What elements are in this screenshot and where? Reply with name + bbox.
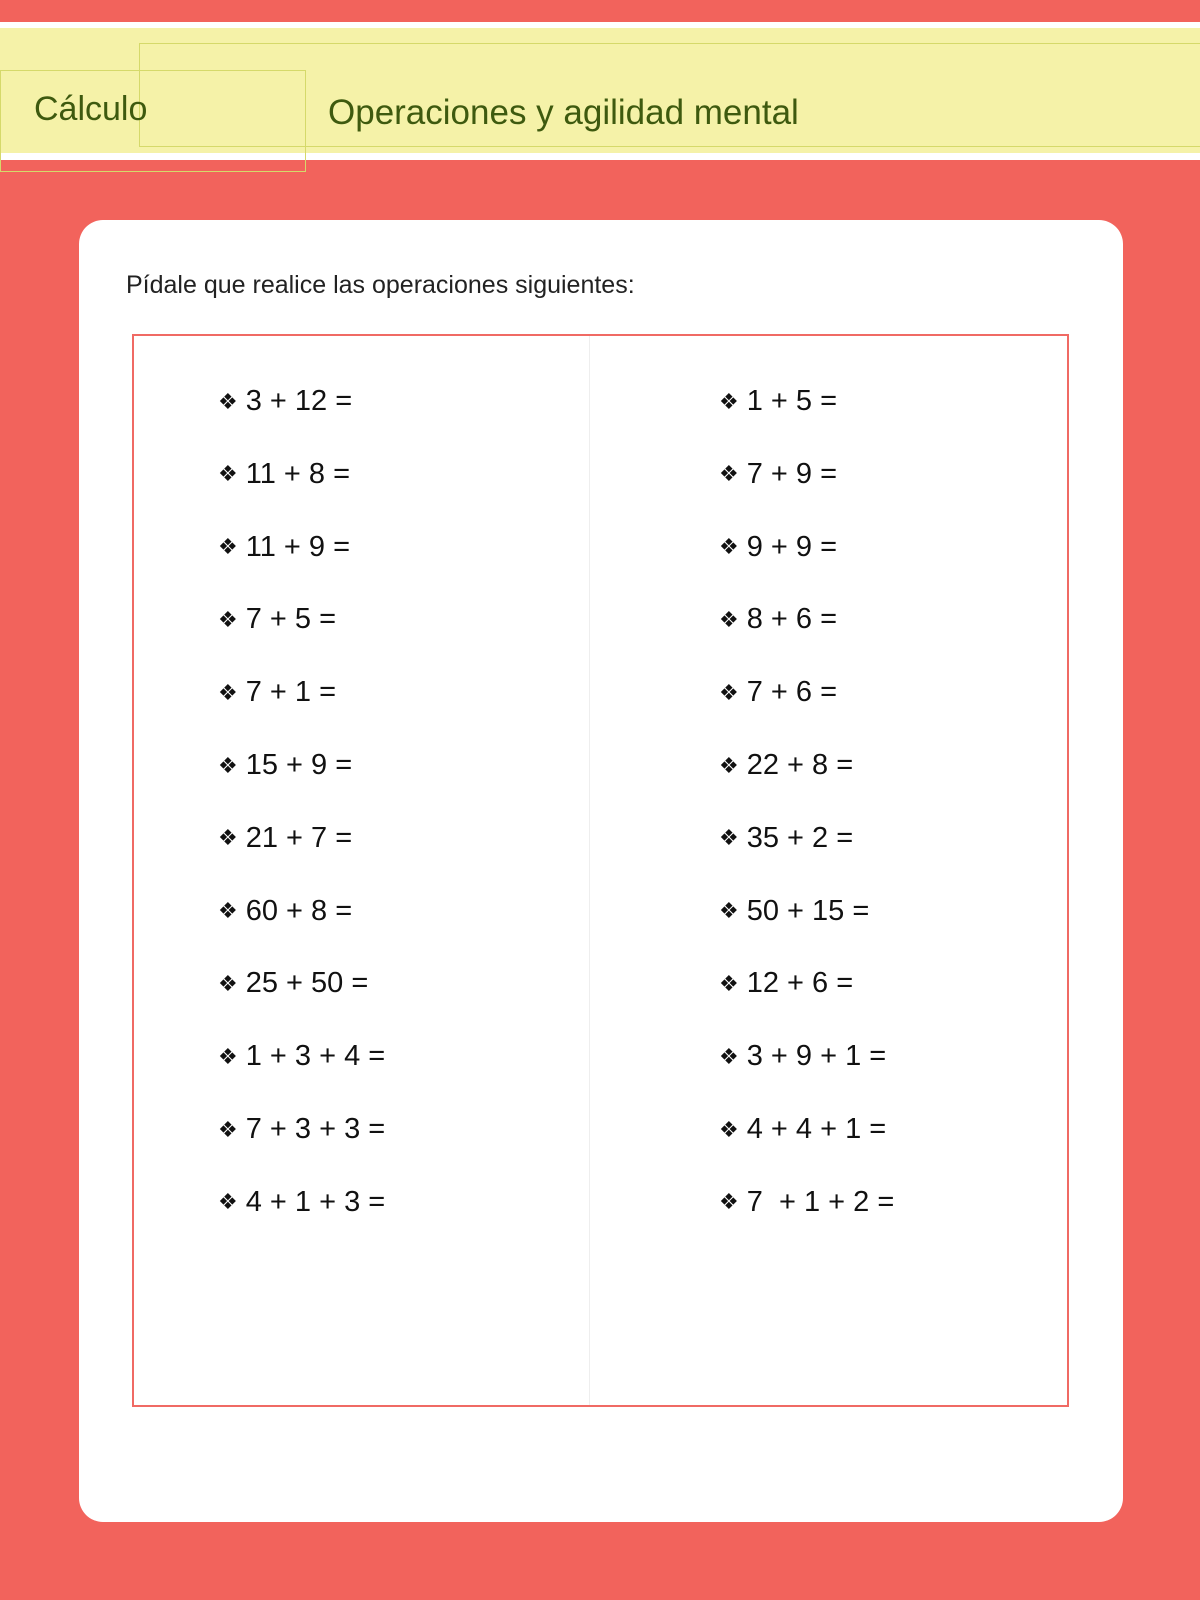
- operation-text: 60 + 8 =: [245, 894, 353, 927]
- four-diamond-bullet-icon: ❖: [719, 606, 739, 632]
- operation-item: [719, 895, 869, 928]
- four-diamond-bullet-icon: ❖: [719, 1043, 739, 1069]
- four-diamond-bullet-icon: ❖: [218, 606, 238, 632]
- operation-item: [218, 749, 352, 782]
- operation-item: [218, 458, 350, 491]
- operation-item: [218, 895, 352, 928]
- operation-text: 11 + 9 =: [245, 530, 351, 563]
- operation-text: 7 + 6 =: [746, 676, 838, 709]
- operation-item: [719, 967, 853, 1000]
- operation-text: 12 + 6 =: [746, 967, 854, 1000]
- operation-text: 3 + 12 =: [245, 385, 353, 417]
- operation-text: 3 + 9 + 1 =: [746, 1040, 887, 1073]
- operation-item: [218, 1040, 385, 1073]
- four-diamond-bullet-icon: ❖: [218, 825, 238, 851]
- four-diamond-bullet-icon: ❖: [719, 752, 739, 778]
- four-diamond-bullet-icon: ❖: [218, 388, 238, 414]
- operation-item: [218, 531, 350, 564]
- column-divider: [589, 336, 590, 1405]
- page-title: Operaciones y agilidad mental: [328, 93, 799, 132]
- four-diamond-bullet-icon: ❖: [719, 970, 739, 996]
- operations-box: [132, 334, 1069, 1407]
- operation-item: [218, 967, 368, 1000]
- operation-text: 7 + 9 =: [746, 457, 838, 490]
- operation-item: [218, 822, 352, 855]
- operation-text: 4 + 4 + 1 =: [746, 1113, 887, 1145]
- four-diamond-bullet-icon: ❖: [218, 1116, 238, 1142]
- four-diamond-bullet-icon: ❖: [719, 679, 739, 705]
- four-diamond-bullet-icon: ❖: [218, 752, 238, 778]
- operation-text: 1 + 3 + 4 =: [245, 1040, 386, 1073]
- section-title: Cálculo: [34, 90, 148, 128]
- operation-text: 8 + 6 =: [746, 603, 838, 636]
- operation-item: [719, 1186, 894, 1219]
- four-diamond-bullet-icon: ❖: [218, 534, 238, 560]
- four-diamond-bullet-icon: ❖: [719, 534, 739, 560]
- operation-item: [719, 1040, 886, 1073]
- operation-text: 4 + 1 + 3 =: [245, 1185, 386, 1218]
- operation-item: [719, 676, 837, 709]
- operation-text: 35 + 2 =: [746, 821, 854, 854]
- operation-item: [719, 749, 853, 782]
- four-diamond-bullet-icon: ❖: [218, 970, 238, 996]
- operation-text: 1 + 5 =: [746, 385, 838, 417]
- four-diamond-bullet-icon: ❖: [719, 461, 739, 487]
- operation-text: 25 + 50 =: [245, 967, 369, 1000]
- operation-text: 15 + 9 =: [245, 749, 353, 781]
- operation-text: 50 + 15 =: [746, 894, 870, 927]
- operation-item: [218, 676, 336, 709]
- operation-text: 22 + 8 =: [746, 749, 854, 781]
- operation-item: [218, 603, 336, 636]
- four-diamond-bullet-icon: ❖: [719, 1189, 739, 1215]
- operation-item: [218, 385, 352, 418]
- operation-text: 7 + 5 =: [245, 603, 337, 636]
- four-diamond-bullet-icon: ❖: [218, 1043, 238, 1069]
- operation-item: [218, 1113, 385, 1146]
- operation-item: [719, 603, 837, 636]
- operation-text: 7 + 1 =: [245, 676, 337, 709]
- four-diamond-bullet-icon: ❖: [218, 679, 238, 705]
- operation-text: 7 + 1 + 2 =: [746, 1185, 895, 1218]
- operation-text: 21 + 7 =: [245, 821, 353, 854]
- operation-item: [719, 1113, 886, 1146]
- operation-item: [719, 822, 853, 855]
- four-diamond-bullet-icon: ❖: [218, 898, 238, 924]
- four-diamond-bullet-icon: ❖: [719, 825, 739, 851]
- operation-text: 7 + 3 + 3 =: [245, 1113, 386, 1145]
- operation-item: [719, 458, 837, 491]
- operation-item: [719, 385, 837, 418]
- instruction-text: Pídale que realice las operaciones siguientes:: [126, 271, 635, 299]
- operation-item: [719, 531, 837, 564]
- operation-text: 11 + 8 =: [245, 457, 351, 490]
- four-diamond-bullet-icon: ❖: [719, 1116, 739, 1142]
- operation-item: [218, 1186, 385, 1219]
- four-diamond-bullet-icon: ❖: [218, 461, 238, 487]
- four-diamond-bullet-icon: ❖: [719, 898, 739, 924]
- operation-text: 9 + 9 =: [746, 530, 838, 563]
- four-diamond-bullet-icon: ❖: [719, 388, 739, 414]
- four-diamond-bullet-icon: ❖: [218, 1189, 238, 1215]
